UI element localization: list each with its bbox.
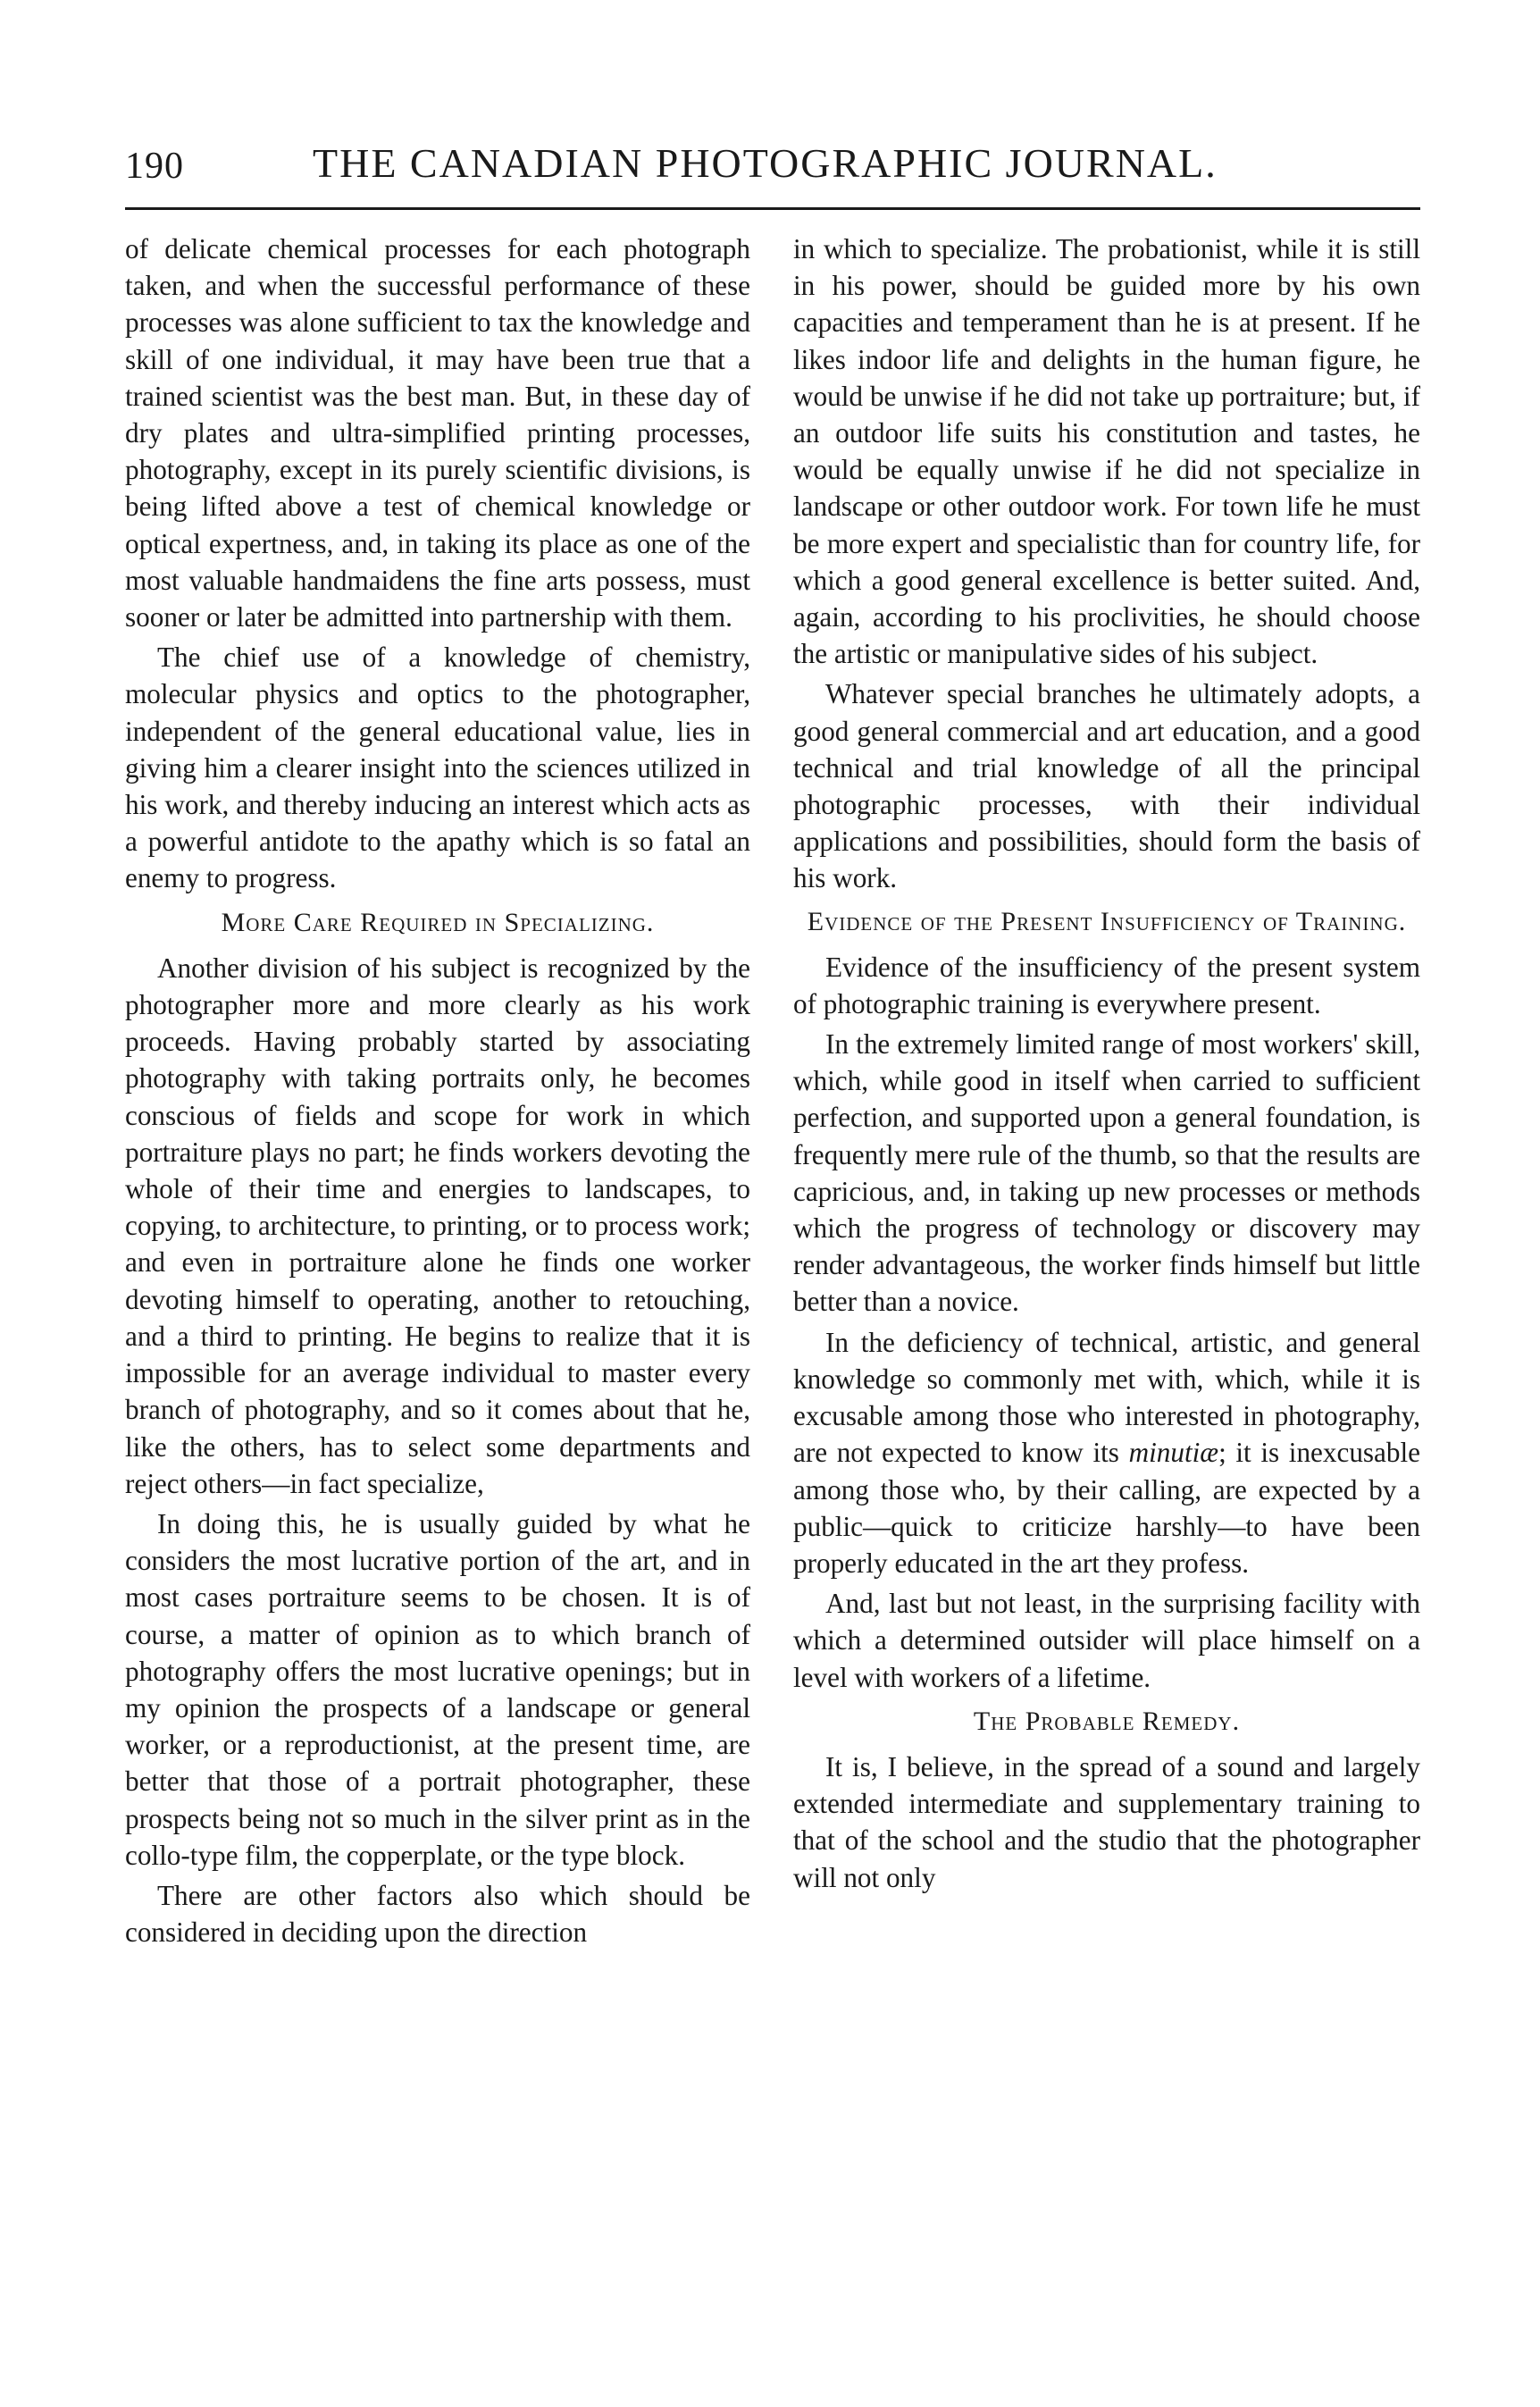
paragraph: in which to specialize. The probationist, while it is still in his power, should be guided more by his own capacities and temperament than he is at present. If he likes indoor life and delights in the human figure, he would be unwise if he did not take up portraiture; but, if an outdoor life suits his constitution and tastes, he would be equally unwise if he did not specialize in landscape or other outdoor work. For town life he must be more expert and specialistic than for country life, for which a good general excellence is better suited. And, again, according to his proclivities, he should choose the artistic or manipulative sides of his subject. [793,233,1420,670]
right-column [793,231,1420,1900]
running-title: THE CANADIAN PHOTOGRAPHIC JOURNAL. [313,140,1218,186]
left-column [125,231,750,1954]
paragraph: There are other factors also which should be considered in deciding upon the direction [125,1879,750,1949]
header-rule [125,207,1420,210]
paragraph [793,1324,1420,1581]
paragraph: In doing this, he is usually guided by what he considers the most lucrative portion of the art, and in most cases portraiture seems to be chosen. It is of course, a matter of opinion as to which branch of photography offers the most lucrative openings; but in my opinion the prospects of a landscape or general worker, or a reproductionist, at the present time, are better that those of a portrait photographer, these prospects being not so much in the silver print as in the collo-type film, the copperplate, or the type block. [125,1507,750,1871]
paragraph: Evidence of the insufficiency of the present system of photographic training is everywhere present. [793,951,1420,1019]
section-heading: The Probable Remedy. [973,1706,1241,1736]
page-number: 190 [125,146,184,187]
paragraph: of delicate chemical processes for each photograph taken, and when the successful performance of these processes was alone sufficient to tax the knowledge and skill of one individual, it may have been true that a trained scientist was the best man. But, in these day of dry plates and ultra-simplified printing processes, photography, except in its purely scientific divisions, is being lifted above a test of chemical knowledge or optical expertness, and, in taking its place as one of the most valuable handmaidens the fine arts possess, must sooner or later be admitted into partnership with them. [125,233,750,633]
paragraph: The chief use of a knowledge of chemistry, molecular physics and optics to the photographer, independent of the general educational value, lies in giving him a clearer insight into the sciences utilized in his work, and thereby inducing an interest which acts as a powerful antidote to the apathy which is so fatal an enemy to progress. [125,642,750,894]
paragraph: In the extremely limited range of most workers' skill, which, while good in itself when carried to sufficient perfection, and supported upon a general foundation, is frequently mere rule of the thumb, so that the results are capricious, and, in taking up new processes or methods which the progress of technology or discovery may render advantageous, the worker finds himself but little better than a novice. [793,1028,1420,1318]
paragraph: It is, I believe, in the spread of a sound and largely extended intermediate and supplementary training to that of the school and the studio that the photographer will not only [793,1750,1420,1893]
paragraph: And, last but not least, in the surprising facility with which a determined outsider will place himself on a level with workers of a lifetime. [793,1588,1420,1693]
paragraph-text: In the deficiency of technical, artistic, and general knowledge so commonly met with, which, while it is excusable among those who interested in photography, are not expected to know its [793,1326,1420,1469]
section-heading: Evidence of the Present Insufficiency of Training. [807,906,1407,936]
paragraph: Whatever special branches he ultimately adopts, a good general commercial and art education, and a good technical and trial knowledge of all the principal photographic processes, with their individual applications and possibilities, should form the basis of his work. [793,678,1420,894]
paragraph: Another division of his subject is recognized by the photographer more and more clearly as his work proceeds. Having probably started by associating photography with taking portraits only, he becomes conscious of fields and scope for work in which portraiture plays no part; he finds workers devoting the whole of their time and energies to landscapes, to copying, to architecture, to printing, or to process work; and even in portraiture alone he finds one worker devoting himself to operating, another to retouching, and a third to printing. He begins to realize that it is impossible for an average individual to master every branch of photography, and so it comes about that he, like the others, has to select some departments and reject others—in fact specialize, [125,952,750,1499]
page-header [125,134,1420,197]
section-heading: More Care Required in Specializing. [221,907,655,937]
italic-term: minutiæ [1128,1437,1219,1469]
paragraph-text: ; it is inexcusable among those who, by their calling, are expected by a public—quick to criticize harshly—to have been properly educated in the art they profess. [793,1437,1420,1579]
